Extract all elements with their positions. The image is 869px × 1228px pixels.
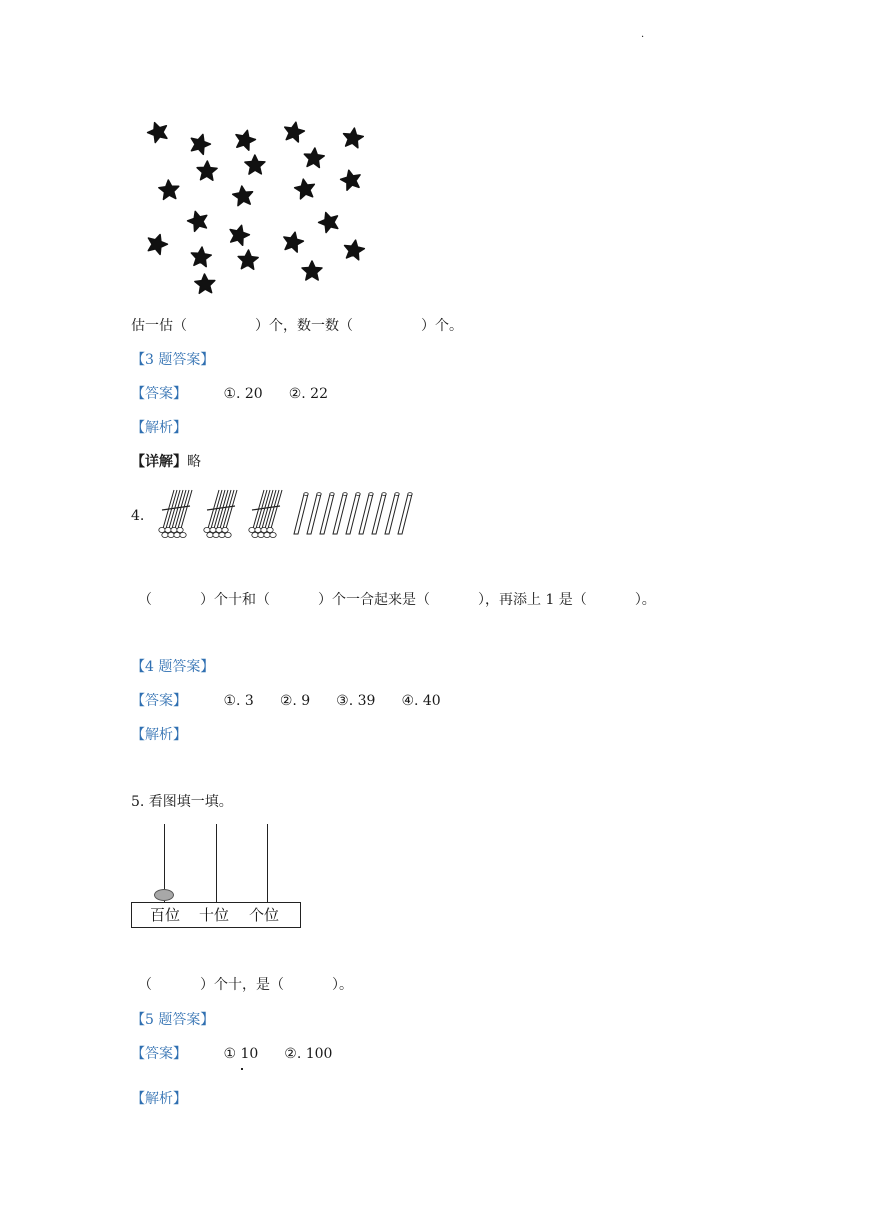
- q4-answer-4: ④. 40: [401, 693, 441, 709]
- single-stick-icon: [320, 494, 334, 534]
- star-icon: [282, 120, 305, 142]
- abacus-rod-tens: [216, 824, 217, 902]
- q3-answer-2: ②. 22: [288, 386, 328, 402]
- q4-number: 4.: [131, 508, 145, 524]
- label-tens: 十位: [199, 906, 230, 924]
- stray-dot: [241, 1068, 243, 1070]
- single-stick-icon: [333, 494, 347, 534]
- single-stick-icon: [346, 494, 360, 534]
- star-icon: [186, 209, 210, 233]
- q4-answer-1: ①. 3: [223, 693, 254, 709]
- q5-answer-row: [131, 1044, 358, 1064]
- q5-answer-header: 【5 题答案】: [131, 1012, 215, 1028]
- label-ones: 个位: [249, 906, 280, 924]
- q5-analysis-label: 【解析】: [131, 1091, 187, 1107]
- label-hundreds: 百位: [150, 906, 181, 924]
- star-icon: [245, 155, 265, 174]
- star-icon: [233, 128, 257, 151]
- q4-answer-3: ③. 39: [336, 693, 376, 709]
- star-icon: [158, 179, 179, 199]
- star-icon: [343, 239, 366, 261]
- q5-question: （ ）个十，是（ ）。: [138, 977, 353, 993]
- stick-bundle-icon: [204, 490, 237, 538]
- abacus-rod-ones: [267, 824, 268, 902]
- star-icon: [316, 209, 341, 233]
- sticks-figure: [152, 484, 427, 544]
- star-icon: [190, 246, 212, 267]
- q3-answer-1: ①. 20: [223, 386, 263, 402]
- q4-answer-label: 【答案】: [131, 693, 187, 709]
- q3-detail: 【详解】略: [131, 454, 201, 470]
- stick-bundle-icon: [159, 490, 192, 538]
- top-dot: ·: [641, 32, 645, 43]
- stars-figure: [138, 116, 378, 300]
- abacus-bead: [154, 889, 174, 901]
- star-icon: [188, 132, 213, 156]
- star-icon: [281, 230, 305, 253]
- q4-analysis-label: 【解析】: [131, 727, 187, 743]
- q5-answer-2: ②. 100: [284, 1046, 333, 1062]
- star-icon: [339, 168, 363, 191]
- single-stick-icon: [385, 494, 399, 534]
- star-icon: [194, 273, 215, 293]
- star-icon: [232, 185, 254, 206]
- single-stick-icon: [359, 494, 373, 534]
- q5-answer-label: 【答案】: [131, 1046, 187, 1062]
- single-stick-icon: [307, 494, 321, 534]
- q4-answer-row: [131, 691, 467, 711]
- star-icon: [145, 119, 170, 144]
- q3-analysis-label: 【解析】: [131, 420, 187, 436]
- q4-answer-2: ②. 9: [279, 693, 311, 709]
- q5-title: 5. 看图填一填。: [131, 794, 233, 810]
- stick-bundle-icon: [249, 490, 282, 538]
- q3-answer-label: 【答案】: [131, 386, 187, 402]
- star-icon: [302, 261, 322, 280]
- q3-answer-row: [131, 384, 354, 404]
- star-icon: [227, 223, 251, 247]
- star-icon: [293, 177, 316, 199]
- single-stick-icon: [372, 494, 386, 534]
- star-icon: [197, 161, 218, 181]
- star-icon: [145, 231, 170, 255]
- star-icon: [238, 249, 259, 269]
- q4-question: （ ）个十和（ ）个一合起来是（ ），再添上 1 是（ ）。: [138, 592, 656, 608]
- q5-answer-1: ① 10: [223, 1046, 259, 1062]
- q3-answer-header: 【3 题答案】: [131, 352, 215, 368]
- star-icon: [342, 127, 364, 149]
- star-icon: [303, 147, 325, 168]
- single-stick-icon: [294, 494, 308, 534]
- q3-question: 估一估（ ）个，数一数（ ）个。: [131, 318, 463, 334]
- single-stick-icon: [398, 494, 412, 534]
- q4-answer-header: 【4 题答案】: [131, 659, 215, 675]
